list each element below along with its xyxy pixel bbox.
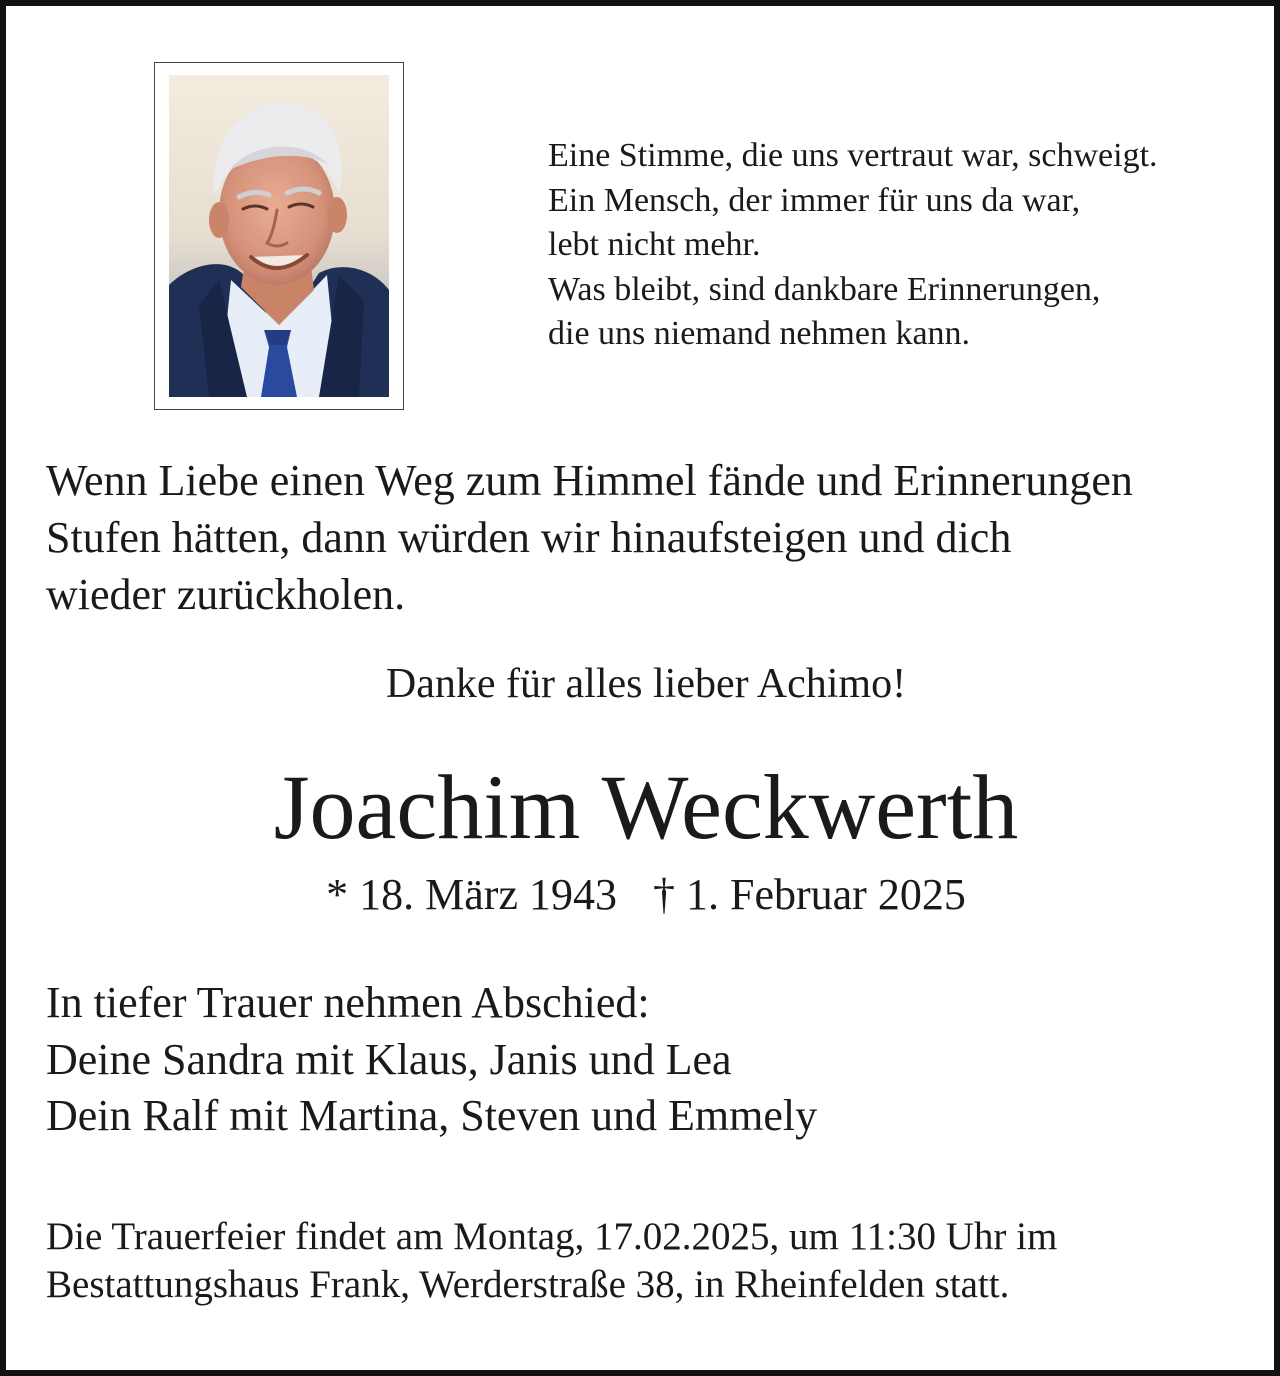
- mourners-line: In tiefer Trauer nehmen Abschied:: [46, 978, 650, 1027]
- birth-date: * 18. März 1943: [326, 870, 617, 919]
- poem-line: Eine Stimme, die uns vertraut war, schweigt.: [548, 137, 1158, 174]
- portrait-photo-frame: [154, 62, 404, 410]
- death-date: † 1. Februar 2025: [653, 870, 966, 919]
- life-dates: [6, 867, 1280, 923]
- quote-line: wieder zurückholen.: [46, 570, 406, 619]
- poem-line: Was bleibt, sind dankbare Erinnerungen,: [548, 270, 1101, 308]
- service-line: Bestattungshaus Frank, Werderstraße 38, in Rheinfelden statt.: [46, 1263, 1010, 1306]
- service-line: Die Trauerfeier findet am Montag, 17.02.2025, um 11:30 Uhr im: [46, 1215, 1058, 1258]
- deceased-name: Joachim Weckwerth: [273, 756, 1019, 858]
- portrait-photo: [169, 75, 389, 397]
- quote-line: Stufen hätten, dann würden wir hinaufsteigen und dich: [46, 513, 1012, 562]
- quote-line: Wenn Liebe einen Weg zum Himmel fände und Erinnerungen: [46, 456, 1133, 505]
- mourners-line: Deine Sandra mit Klaus, Janis und Lea: [46, 1034, 732, 1084]
- mourners: [46, 975, 817, 1145]
- poem-line: Ein Mensch, der immer für uns da war,: [548, 181, 1081, 219]
- poem: [548, 134, 1158, 357]
- thanks-line: Danke für alles lieber Achimo!: [385, 661, 907, 707]
- poem-line: die uns niemand nehmen kann.: [548, 315, 971, 352]
- mourners-line: Dein Ralf mit Martina, Steven und Emmely: [46, 1091, 818, 1140]
- poem-line: lebt nicht mehr.: [548, 226, 761, 263]
- funeral-service-info: [46, 1213, 1057, 1309]
- quote: [46, 452, 1256, 623]
